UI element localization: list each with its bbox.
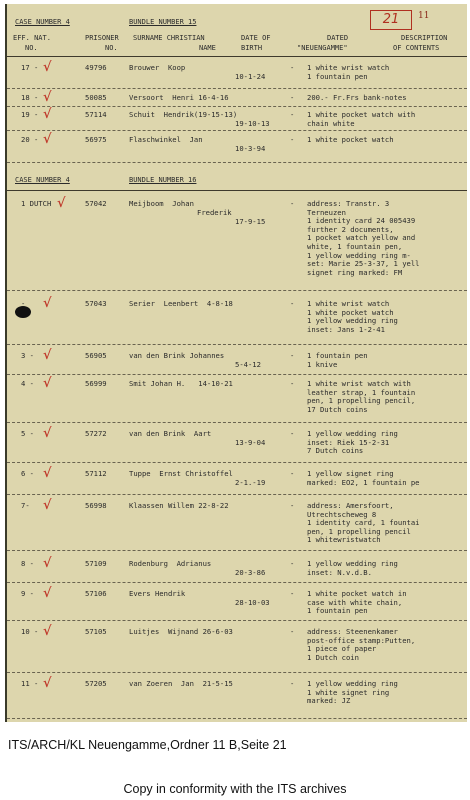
header-rule <box>7 56 467 57</box>
row-divider <box>7 620 467 621</box>
col-dob: DATE OF <box>241 34 271 42</box>
description-line: white, 1 fountain pen, <box>307 242 403 251</box>
description-line: 1 Dutch coin <box>307 652 359 662</box>
entry-number: 6 - <box>21 469 34 478</box>
check-mark: √ <box>43 107 52 122</box>
col-description-2: OF CONTENTS <box>393 44 440 52</box>
row-divider <box>7 422 467 423</box>
entry-number: 9 - <box>21 589 34 598</box>
col-prisoner-2: NO. <box>105 44 118 52</box>
description-line: 1 identity card 24 005439 <box>307 216 416 226</box>
entry-number: 20 - <box>21 135 39 144</box>
description-line: 1 white pocket watch with <box>307 110 416 119</box>
dash-separator: - <box>290 627 295 636</box>
page-mark: 11 <box>418 11 430 21</box>
dash-separator: - <box>290 469 295 478</box>
dash-separator: - <box>290 429 295 438</box>
prisoner-name: Schuit Hendrik(19-15-13) <box>129 110 238 119</box>
dash-separator: - <box>290 501 295 510</box>
description-line: leather strap, 1 fountain <box>307 387 416 397</box>
description-line: marked: JZ <box>307 696 351 706</box>
prisoner-number: 57109 <box>85 559 107 568</box>
col-dated-2: "NEUENGAMME" <box>297 44 348 52</box>
date-of-birth: 2-1.-19 <box>235 478 266 487</box>
col-description: DESCRIPTION <box>401 34 448 42</box>
description-line: address: Transtr. 3 <box>307 199 390 208</box>
entry-number: 11 - <box>21 679 39 688</box>
prisoner-number: 57106 <box>85 589 107 598</box>
description-line: 7 Dutch coins <box>307 446 364 456</box>
description-line: 1 white wrist watch <box>307 299 390 308</box>
date-of-birth: 20-3-86 <box>235 568 266 577</box>
description-line: 1 white pocket watch <box>307 135 394 144</box>
prisoner-number: 57042 <box>85 199 107 208</box>
description-line: 1 fountain pen <box>307 351 368 360</box>
prisoner-name: Meijboom Johan <box>129 199 194 208</box>
dash-separator: - <box>290 110 295 119</box>
col-nat: EFF. NAT. <box>13 34 51 42</box>
entry-number: 10 - <box>21 627 39 636</box>
description-line: 1 whitewristwatch <box>307 535 381 545</box>
prisoner-name: Brouwer Koop <box>129 63 186 72</box>
archive-caption: ITS/ARCH/KL Neuengamme,Ordner 11 B,Seite 21 <box>8 738 287 752</box>
document-scan <box>5 4 467 722</box>
prisoner-number: 57272 <box>85 429 107 438</box>
section2-rule <box>7 190 467 191</box>
dash-separator: - <box>290 589 295 598</box>
row-divider <box>7 106 467 107</box>
prisoner-number: 50085 <box>85 93 107 102</box>
date-of-birth: 10-3-94 <box>235 144 266 153</box>
prisoner-name: Klaassen Willem 22-8-22 <box>129 501 229 510</box>
description-line: inset: Jans 1-2-41 <box>307 324 385 334</box>
col-dated: DATED <box>327 34 349 42</box>
row-divider <box>7 374 467 375</box>
description-line: 1 yellow wedding ring <box>307 559 398 568</box>
description-line: 1 fountain pen <box>307 71 368 81</box>
description-line: case with white chain, <box>307 597 403 607</box>
prisoner-number: 57105 <box>85 627 107 636</box>
description-line: 1 white wrist watch <box>307 63 390 72</box>
check-mark: √ <box>43 348 52 363</box>
row-divider <box>7 718 467 719</box>
entry-number: 8 - <box>21 559 34 568</box>
check-mark: √ <box>43 60 52 75</box>
check-mark: √ <box>43 466 52 481</box>
description-line: 200.- Fr.Frs bank-notes <box>307 93 407 102</box>
description-line: 1 piece of paper <box>307 644 377 654</box>
date-of-birth: 28-10-03 <box>235 598 270 607</box>
case-label: CASE NUMBER 4 <box>15 18 70 26</box>
description-line: inset: N.v.d.B. <box>307 567 372 577</box>
entry-number: 17 - <box>21 63 39 72</box>
dash-separator: - <box>290 93 295 102</box>
prisoner-number: 56975 <box>85 135 107 144</box>
col-dob-2: BIRTH <box>241 44 263 52</box>
description-line: 1 knive <box>307 359 338 369</box>
description-line: post-office stamp:Putten, <box>307 635 416 645</box>
entry-number: 4 - <box>21 379 34 388</box>
prisoner-name: Tuppe Ernst Christoffel <box>129 469 233 478</box>
description-line: 1 yellow wedding ring <box>307 316 398 326</box>
description-line: marked: EO2, 1 fountain pe <box>307 477 420 487</box>
col-nat-2: NO. <box>25 44 38 52</box>
prisoner-number: 57043 <box>85 299 107 308</box>
description-line: pen, 1 propelling pencil <box>307 526 411 536</box>
description-line: 1 yellow wedding ring <box>307 679 398 688</box>
description-line: 1 white signet ring <box>307 687 390 697</box>
row-divider <box>7 162 467 163</box>
row-divider <box>7 550 467 551</box>
col-prisoner: PRISONER <box>85 34 119 42</box>
description-line: address: Amersfoort, <box>307 501 394 510</box>
row-divider <box>7 672 467 673</box>
col-surname-2: NAME <box>199 44 216 52</box>
description-line: Utrechtscheweg 8 <box>307 509 377 519</box>
check-mark: √ <box>43 498 52 513</box>
dash-separator: - <box>290 199 295 208</box>
date-of-birth: 19-10-13 <box>235 119 270 128</box>
row-divider <box>7 494 467 495</box>
check-mark: √ <box>57 196 66 211</box>
check-mark: √ <box>43 376 52 391</box>
prisoner-name: Serier Leenbert 4-8-18 <box>129 299 233 308</box>
entry-number: 3 - <box>21 351 34 360</box>
date-of-birth: 13-9-04 <box>235 438 266 447</box>
row-divider <box>7 130 467 131</box>
prisoner-name: van Zoeren Jan 21-5-15 <box>129 679 233 688</box>
dash-separator: - <box>290 679 295 688</box>
description-line: 1 yellow wedding ring <box>307 429 398 438</box>
description-line: pen, 1 propelling pencil, <box>307 396 416 406</box>
prisoner-name: Flaschwinkel Jan <box>129 135 203 144</box>
check-mark: √ <box>43 586 52 601</box>
check-mark: √ <box>43 556 52 571</box>
prisoner-name: Versoort Henri 16-4-16 <box>129 93 229 102</box>
entry-number: 1 DUTCH <box>21 199 52 208</box>
dash-separator: - <box>290 299 295 308</box>
prisoner-number: 56999 <box>85 379 107 388</box>
entry-number: 19 - <box>21 110 39 119</box>
prisoner-number: 56905 <box>85 351 107 360</box>
col-surname: SURNAME CHRISTIAN <box>133 34 205 42</box>
date-of-birth: 5-4-12 <box>235 360 261 369</box>
check-mark: √ <box>43 624 52 639</box>
description-line: 1 yellow wedding ring m- <box>307 250 411 260</box>
check-mark: √ <box>43 426 52 441</box>
dash-separator: - <box>290 379 295 388</box>
row-divider <box>7 344 467 345</box>
entry-number: 5 - <box>21 429 34 438</box>
prisoner-name: Luitjes Wijnand 26-6-03 <box>129 627 233 636</box>
row-divider <box>7 290 467 291</box>
prisoner-name: Rodenburg Adrianus <box>129 559 212 568</box>
date-of-birth: 17-9-15 <box>235 217 266 226</box>
description-line: 1 identity card, 1 fountai <box>307 518 420 528</box>
description-line: further 2 documents, <box>307 224 394 234</box>
bundle-label: BUNDLE NUMBER 15 <box>129 18 197 26</box>
description-line: 1 yellow signet ring <box>307 469 394 478</box>
dash-separator: - <box>290 351 295 360</box>
description-line: 1 white wrist watch with <box>307 379 411 388</box>
entry-number: 7- <box>21 501 30 510</box>
dash-separator: - <box>290 135 295 144</box>
conformity-footer: Copy in conformity with the ITS archives <box>123 782 347 796</box>
dash-separator: - <box>290 559 295 568</box>
description-line: set: Marie 25-3-37, 1 yell <box>307 259 420 269</box>
prisoner-name: Evers Hendrik <box>129 589 186 598</box>
description-line: 1 pocket watch yellow and <box>307 233 416 243</box>
section2-case-label: CASE NUMBER 4 <box>15 176 70 184</box>
description-line: 1 fountain pen <box>307 606 368 616</box>
row-divider <box>7 582 467 583</box>
section2-bundle-label: BUNDLE NUMBER 16 <box>129 176 197 184</box>
prisoner-name: van den Brink Johannes <box>129 351 225 360</box>
row-divider <box>7 88 467 89</box>
check-mark: √ <box>43 132 52 147</box>
page-stamp: 21 <box>370 10 412 30</box>
prisoner-name: van den Brink Aart <box>129 429 212 438</box>
dash-separator: - <box>290 63 295 72</box>
prisoner-number: 56998 <box>85 501 107 510</box>
check-mark: √ <box>43 676 52 691</box>
prisoner-number: 57114 <box>85 110 107 119</box>
description-line: chain white <box>307 118 355 128</box>
entry-number: 18 - <box>21 93 39 102</box>
description-line: 17 Dutch coins <box>307 404 368 414</box>
description-line: signet ring marked: FM <box>307 267 403 277</box>
check-mark: √ <box>43 90 52 105</box>
prisoner-number: 49796 <box>85 63 107 72</box>
description-line: Terneuzen <box>307 207 346 217</box>
entry-number: - <box>21 299 26 308</box>
description-line: 1 white pocket watch in <box>307 589 407 598</box>
row-divider <box>7 462 467 463</box>
description-line: inset: Riek 15-2-31 <box>307 437 390 447</box>
prisoner-number: 57205 <box>85 679 107 688</box>
date-of-birth: 10-1-24 <box>235 72 266 81</box>
description-line: 1 white pocket watch <box>307 307 394 317</box>
description-line: address: Steenenkamer <box>307 627 398 636</box>
prisoner-name: Smit Johan H. 14-10-21 <box>129 379 233 388</box>
prisoner-number: 57112 <box>85 469 107 478</box>
prisoner-name-line2: Frederik <box>197 208 232 217</box>
check-mark: √ <box>43 296 52 311</box>
